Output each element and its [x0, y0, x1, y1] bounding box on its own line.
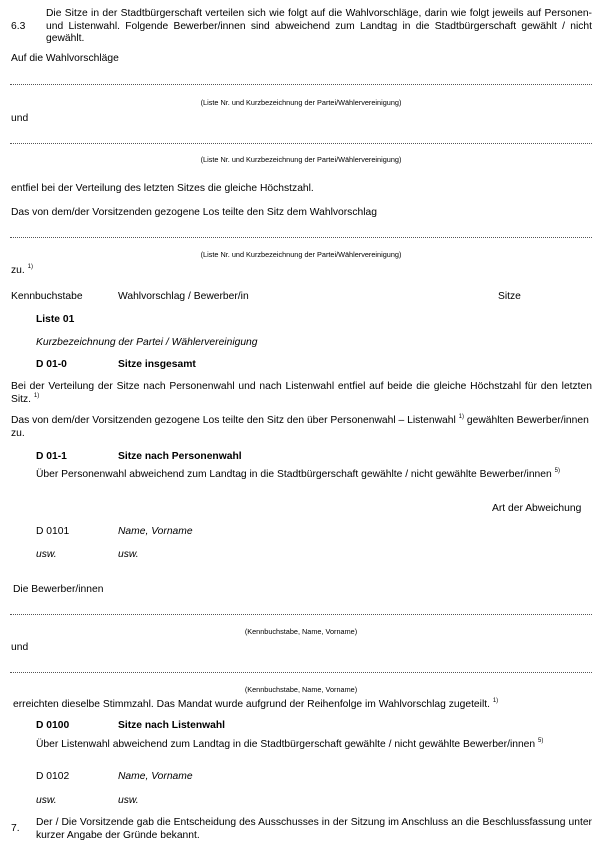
usw-code-1: usw.	[36, 549, 57, 560]
d01-1-label: Sitze nach Personenwahl	[118, 451, 242, 462]
d01-0-code: D 01-0	[36, 359, 67, 370]
d0101-name: Name, Vorname	[118, 526, 193, 537]
zu-text: zu. $^{1)}$	[11, 264, 33, 276]
caption-liste-3: (Liste Nr. und Kurzbezeichnung der Partei/Wählervereinigung)	[200, 250, 402, 259]
header-wahlvorschlag: Wahlvorschlag / Bewerber/in	[118, 291, 249, 302]
d0102-name: Name, Vorname	[118, 771, 193, 782]
caption-liste-1: (Liste Nr. und Kurzbezeichnung der Partei/Wählervereinigung)	[200, 98, 402, 107]
footnote-ref: 1)	[27, 264, 33, 270]
fill-line-2	[10, 143, 592, 145]
entfiel-text: entfiel bei der Verteilung des letzten Sitzes die gleiche Höchstzahl.	[11, 183, 314, 194]
section-6-3-text: Die Sitze in der Stadtbürgerschaft verteilen sich wie folgt auf die Wahlvorschläge, darin wie folgt jeweils auf Personen- und Listenwahl. Folgende Bewerber/innen sind abweichend zum Landtag in die Stadtbürgerschaft gewählt / nicht gewählt.	[46, 8, 592, 44]
auf-die-wahlvorschlaege: Auf die Wahlvorschläge	[11, 53, 119, 64]
d0100-label: Sitze nach Listenwahl	[118, 720, 225, 731]
d0102-code: D 0102	[36, 771, 70, 782]
art-der-abweichung: Art der Abweichung	[492, 503, 582, 514]
footnote-ref: 5)	[554, 468, 560, 474]
d01-0-label: Sitze insgesamt	[118, 359, 196, 370]
footnote-ref: 5)	[538, 738, 544, 744]
usw-name-2: usw.	[118, 795, 139, 806]
usw-name-1: usw.	[118, 549, 139, 560]
header-kennbuchstabe: Kennbuchstabe	[11, 291, 83, 302]
personenwahl-text: Über Personenwahl abweichend zum Landtag in die Stadtbürgerschaft gewählte / nicht gewählte Bewerber/innen $^{5)}$	[36, 468, 560, 480]
fill-line-5	[10, 672, 592, 674]
section-7-number: 7.	[11, 823, 20, 834]
d01-1-code: D 01-1	[36, 451, 67, 462]
footnote-ref: 1)	[33, 392, 40, 399]
die-bewerber: Die Bewerber/innen	[13, 584, 104, 595]
header-sitze: Sitze	[498, 291, 521, 302]
footnote-ref: 1)	[458, 414, 464, 420]
fill-line-4	[10, 614, 592, 616]
caption-kenn-1: (Kennbuchstabe, Name, Vorname)	[244, 627, 358, 636]
fill-line-1	[10, 84, 592, 86]
und-2: und	[11, 642, 29, 653]
liste-01: Liste 01	[36, 314, 75, 325]
footnote-ref: 1)	[492, 698, 499, 704]
los-personen-text: Das von dem/der Vorsitzenden gezogene Los teilte den Sitz den über Personenwahl – Listenwahl $^{1)}$ gewählten Bewerber/innen zu.	[11, 414, 589, 439]
section-6-3-number: 6.3	[11, 21, 26, 32]
hoechstzahl-text: Bei der Verteilung der Sitze nach Personenwahl und nach Listenwahl entfiel auf beide die gleiche Höchstzahl für den letzten Sitz. $^{1)}$	[11, 381, 592, 405]
caption-kenn-2: (Kennbuchstabe, Name, Vorname)	[244, 685, 358, 694]
d0101-code: D 0101	[36, 526, 70, 537]
los-text: Das von dem/der Vorsitzenden gezogene Los teilte den Sitz dem Wahlvorschlag	[11, 207, 377, 218]
d0100-code: D 0100	[36, 720, 70, 731]
usw-code-2: usw.	[36, 795, 57, 806]
und-1: und	[11, 113, 29, 124]
listenwahl-text: Über Listenwahl abweichend zum Landtag in die Stadtbürgerschaft gewählte / nicht gewählte Bewerber/innen $^{5)}$	[36, 738, 544, 750]
section-7-text: Der / Die Vorsitzende gab die Entscheidung des Ausschusses in der Sitzung im Anschluss an die Beschlussfassung unter kurzer Angabe der Gründe bekannt.	[36, 817, 592, 841]
caption-liste-2: (Liste Nr. und Kurzbezeichnung der Partei/Wählervereinigung)	[200, 155, 402, 164]
kurzbezeichnung: Kurzbezeichnung der Partei / Wählervereinigung	[36, 337, 258, 348]
stimmzahl-text: erreichten dieselbe Stimmzahl. Das Mandat wurde aufgrund der Reihenfolge im Wahlvorschlag zugeteilt. $^{1)}$	[13, 698, 499, 710]
fill-line-3	[10, 237, 592, 239]
